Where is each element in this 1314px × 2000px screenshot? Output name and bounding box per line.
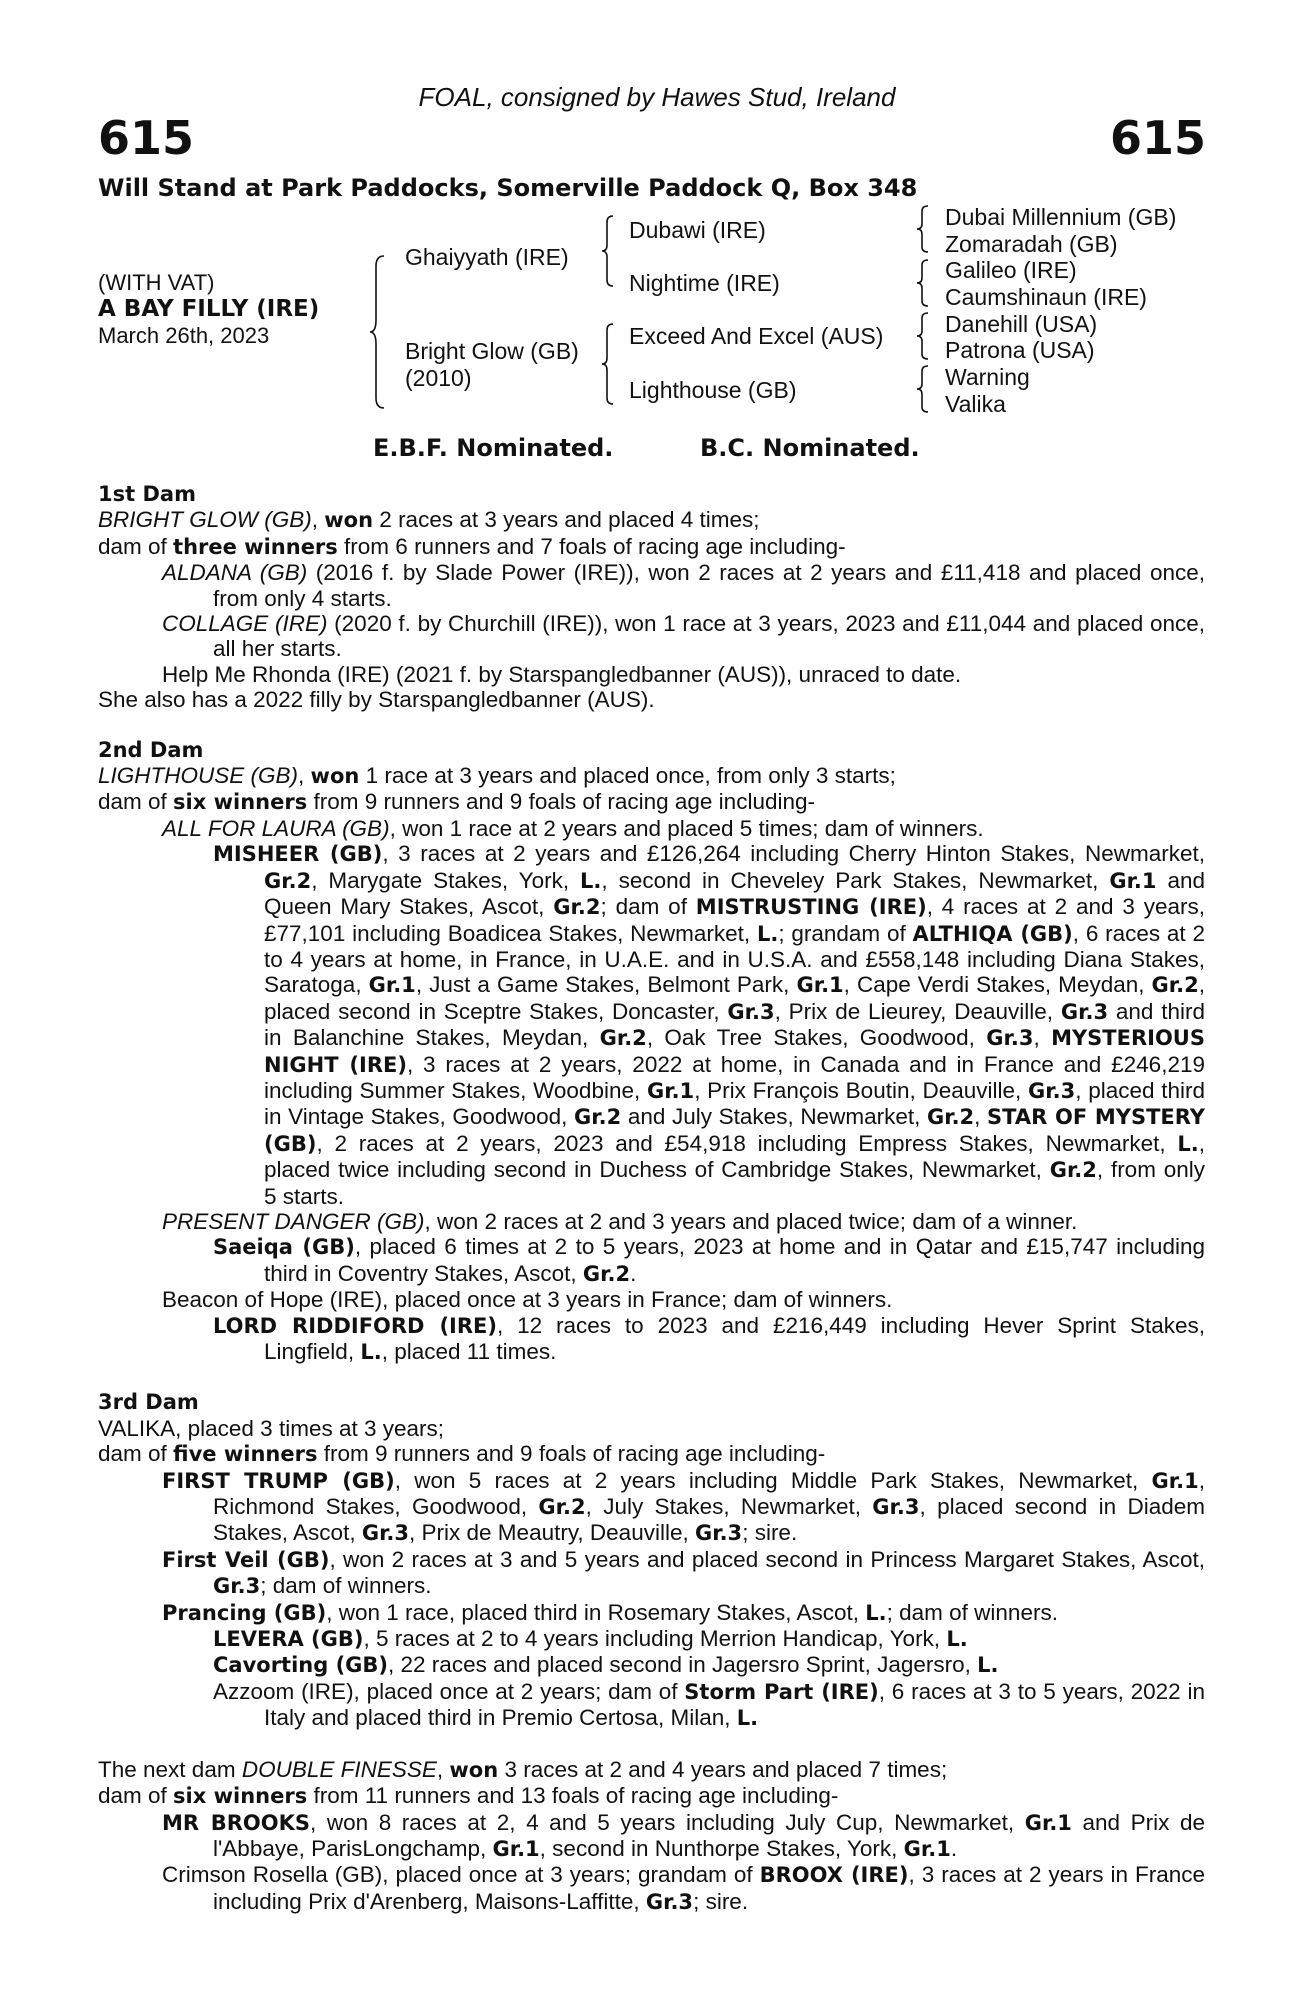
pedigree-sss: Dubai Millennium (GB) [945,204,1177,230]
third-dam-produce: dam of five winners from 9 runners and 9 foals of racing age including- [98,1441,826,1467]
ebf-nomination: E.B.F. Nominated. [373,434,614,462]
next-dam-produce: dam of six winners from 11 runners and 13 foals of racing age including- [98,1783,839,1809]
pedigree-brace-main [368,254,388,410]
pedigree-sdd: Caumshinaun (IRE) [945,284,1147,310]
first-dam-heading: 1st Dam [98,482,196,506]
pedigree-sire-sire: Dubawi (IRE) [629,217,766,243]
produce-saeiqa: Saeiqa (GB), placed 6 times at 2 to 5 years, 2023 at home and in Qatar and £15,747 including third in Coventry Stakes, Ascot, Gr.2. [213,1234,1205,1286]
produce-collage: COLLAGE (IRE) (2020 f. by Churchill (IRE)), won 1 race at 3 years, 2023 and £11,044 and placed once, all her starts. [162,611,1205,662]
pedigree-ssd: Zomaradah (GB) [945,231,1118,257]
catalogue-text [98,482,1205,1915]
produce-beacon-of-hope: Beacon of Hope (IRE), placed once at 3 years in France; dam of winners. [162,1287,893,1313]
first-dam-intro: BRIGHT GLOW (GB), won 2 races at 3 years and placed 4 times; [98,507,760,533]
pedigree-dam: Bright Glow (GB) [405,338,579,364]
second-dam-produce: dam of six winners from 9 runners and 9 foals of racing age including- [98,789,815,815]
pedigree-dds: Warning [945,364,1030,390]
third-dam-heading: 3rd Dam [98,1390,199,1415]
produce-crimson-rosella: Crimson Rosella (GB), placed once at 3 years; grandam of BROOX (IRE), 3 races at 2 years in France including Prix d'Arenberg, Maisons-Laffitte, Gr.3; sire. [162,1862,1205,1914]
produce-first-veil: First Veil (GB), won 2 races at 3 and 5 years and placed second in Princess Margaret Stakes, Ascot, Gr.3; dam of winners. [162,1546,1206,1599]
date-of-birth: March 26th, 2023 [98,323,270,348]
second-dam-intro: LIGHTHOUSE (GB), won 1 race at 3 years and placed once, from only 3 starts; [98,763,896,789]
pedigree-brace-ds [915,311,931,361]
pedigree-dsd: Patrona (USA) [945,337,1095,363]
produce-levera: LEVERA (GB), 5 races at 2 to 4 years including Merrion Handicap, York, L. [213,1626,968,1652]
produce-present-danger: PRESENT DANGER (GB), won 2 races at 2 and 3 years and placed twice; dam of a winner. [162,1208,1078,1234]
pedigree-sire: Ghaiyyath (IRE) [405,244,569,270]
second-dam-heading: 2nd Dam [98,737,204,762]
pedigree-sire-dam: Nightime (IRE) [629,270,780,296]
next-dam-intro: The next dam DOUBLE FINESSE, won 3 races at 2 and 4 years and placed 7 times; [98,1756,948,1782]
pedigree-dss: Danehill (USA) [945,311,1098,337]
produce-prancing: Prancing (GB), won 1 race, placed third in Rosemary Stakes, Ascot, L.; dam of winners. [162,1599,1058,1625]
lot-number-right: 615 [1109,111,1206,165]
first-dam-produce: dam of three winners from 6 runners and 7 foals of racing age including- [98,533,846,559]
produce-misheer: MISHEER (GB), 3 races at 2 years and £126,264 including Cherry Hinton Stakes, Newmarket, Gr.2, Marygate Stakes, York, L., second in Cheveley Park Stakes, Newmarket, Gr.1 and Queen Mary Stakes, Ascot, Gr.2; dam of MISTRUSTING (IRE), 4 races at 2 and 3 years, £77,101 including Boadicea Stakes, Newmarket, L.; grandam of ALTHIQA (GB), 6 races at 2 to 4 years at home, in France, in U.A.E. and in U.S.A. and £558,148 including Diana Stakes, Saratoga, Gr.1, Just a Game Stakes, Belmont Park, Gr.1, Cape Verdi Stakes, Meydan, Gr.2, placed second in Sceptre Stakes, Doncaster, Gr.3, Prix de Lieurey, Deauville, Gr.3 and third in Balanchine Stakes, Meydan, Gr.2, Oak Tree Stakes, Goodwood, Gr.3, MYSTERIOUS NIGHT (IRE), 3 races at 2 years, 2022 at home, in Canada and in France and £246,219 including Summer Stakes, Woodbine, Gr.1, Prix François Boutin, Deauville, Gr.3, placed third in Vintage Stakes, Goodwood, Gr.2 and July Stakes, Newmarket, Gr.2, STAR OF MYSTERY (GB), 2 races at 2 years, 2023 and £54,918 including Empress Stakes, Newmarket, L., placed twice including second in Duchess of Cambridge Stakes, Newmarket, Gr.2, from only 5 starts. [213,841,1206,1209]
produce-first-trump: FIRST TRUMP (GB), won 5 races at 2 years including Middle Park Stakes, Newmarket, Gr.1, Richmond Stakes, Goodwood, Gr.2, July Stakes, Newmarket, Gr.3, placed second in Diadem Stakes, Ascot, Gr.3, Prix de Meautry, Deauville, Gr.3; sire. [162,1467,1205,1546]
vat-note: (WITH VAT) [98,270,215,295]
lot-subject-name: A BAY FILLY (IRE) [98,296,320,322]
third-dam-intro: VALIKA, placed 3 times at 3 years; [98,1415,445,1441]
pedigree-brace-dd [915,364,931,414]
lot-number-left: 615 [98,111,195,165]
pedigree-dam-year: (2010) [405,365,472,391]
pedigree-dam-sire: Exceed And Excel (AUS) [629,323,884,349]
stand-location: Will Stand at Park Paddocks, Somerville Paddock Q, Box 348 [98,174,918,202]
first-dam-also: She also has a 2022 filly by Starspangledbanner (AUS). [98,687,655,713]
produce-all-for-laura: ALL FOR LAURA (GB), won 1 race at 2 years and placed 5 times; dam of winners. [162,815,984,841]
produce-cavorting: Cavorting (GB), 22 races and placed second in Jagersro Sprint, Jagersro, L. [213,1652,999,1678]
pedigree-dam-dam: Lighthouse (GB) [629,377,797,403]
consignment-line: FOAL, consigned by Hawes Stud, Ireland [418,82,896,112]
pedigree-brace-ss [915,204,931,254]
pedigree-sds: Galileo (IRE) [945,257,1077,283]
bc-nomination: B.C. Nominated. [700,434,920,462]
produce-help-me-rhonda: Help Me Rhonda (IRE) (2021 f. by Starspangledbanner (AUS)), unraced to date. [162,661,962,687]
pedigree-brace-sire [600,214,616,288]
produce-mr-brooks: MR BROOKS, won 8 races at 2, 4 and 5 years including July Cup, Newmarket, Gr.1 and Prix de l'Abbaye, ParisLongchamp, Gr.1, second in Nunthorpe Stakes, York, Gr.1. [162,1809,1205,1861]
produce-azzoom: Azzoom (IRE), placed once at 2 years; dam of Storm Part (IRE), 6 races at 3 to 5 years, 2022 in Italy and placed third in Premio Certosa, Milan, L. [213,1678,1205,1731]
pedigree-brace-dam [600,322,616,406]
pedigree-ddd: Valika [945,391,1006,417]
produce-aldana: ALDANA (GB) (2016 f. by Slade Power (IRE)), won 2 races at 2 years and £11,418 and placed once, from only 4 starts. [162,560,1205,611]
pedigree-brace-sd [915,258,931,308]
produce-lord-riddiford: LORD RIDDIFORD (IRE), 12 races to 2023 and £216,449 including Hever Sprint Stakes, Lingfield, L., placed 11 times. [213,1312,1205,1364]
